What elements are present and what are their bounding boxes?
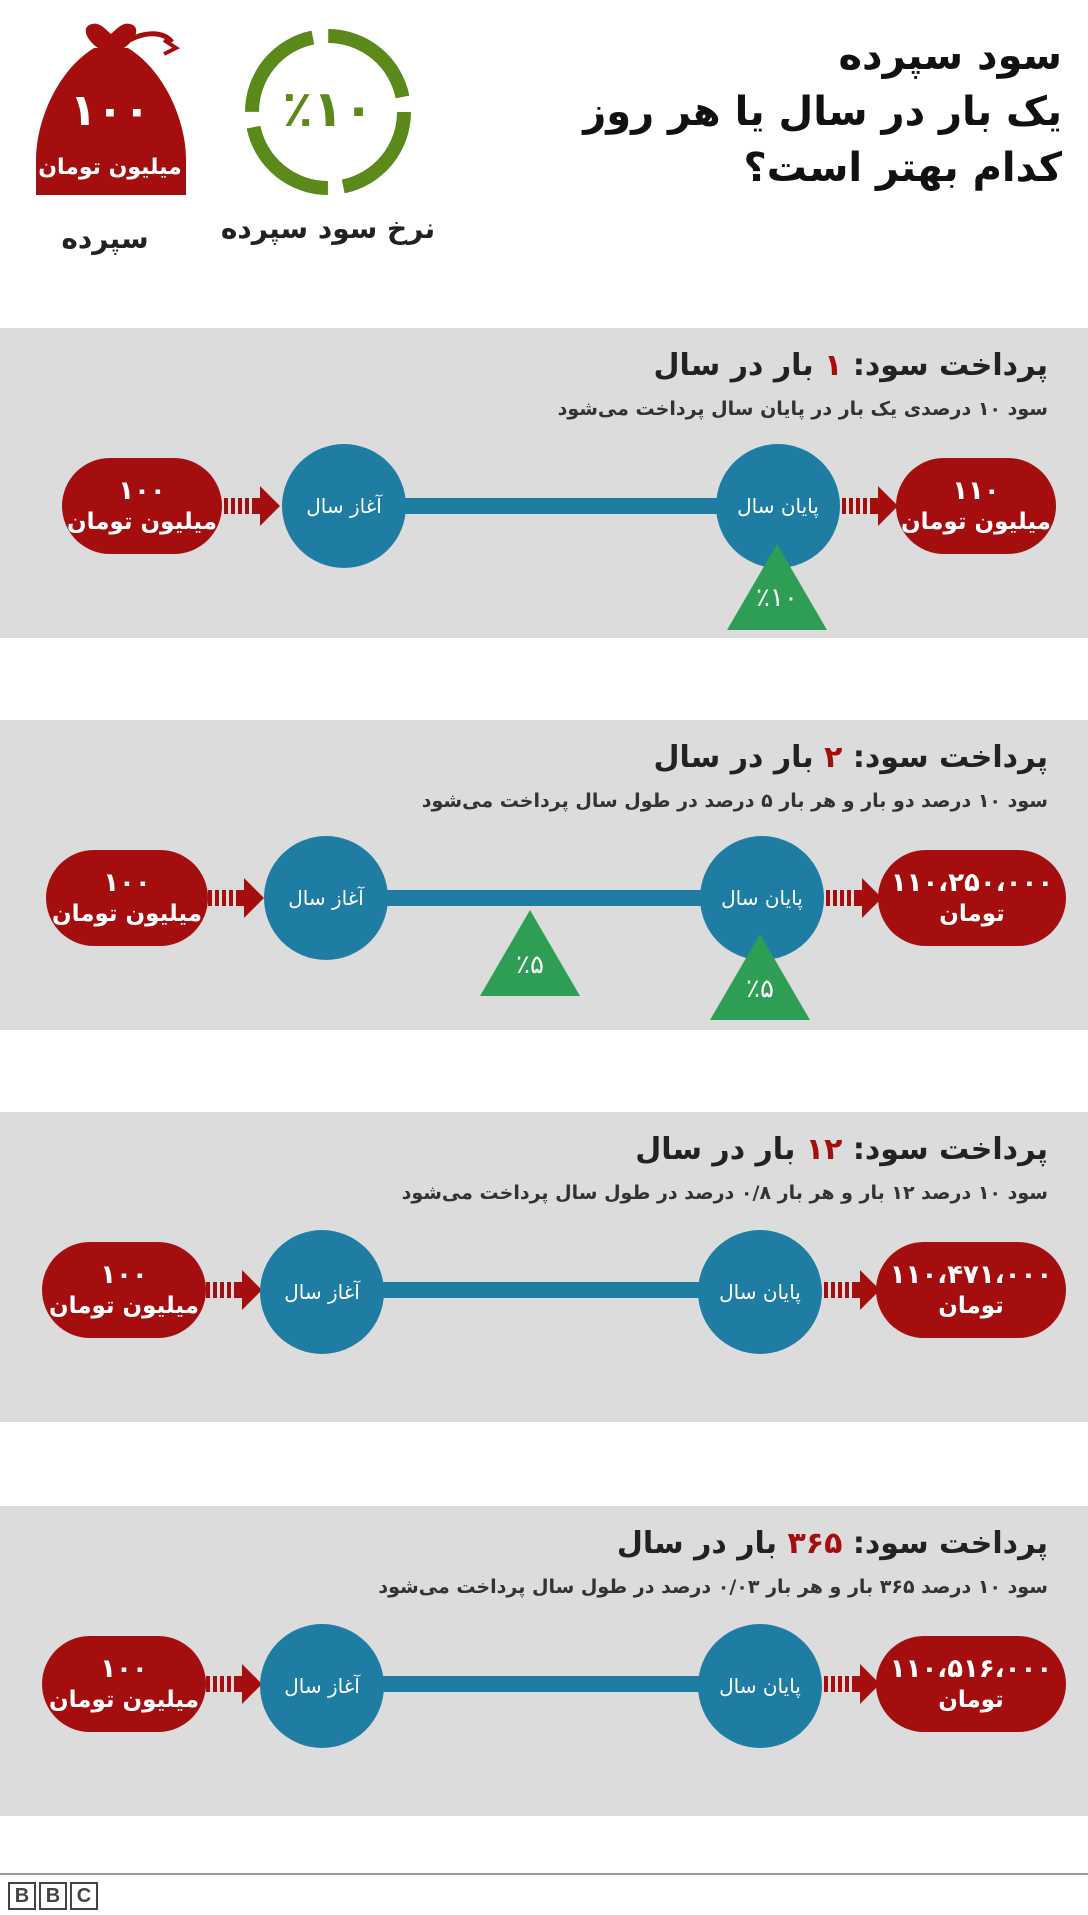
deposit-unit: میلیون تومان xyxy=(38,155,182,180)
panel-4 xyxy=(0,1506,1088,1816)
title-line-2: یک بار در سال یا هر روز xyxy=(583,89,1062,135)
title-line-3: کدام بهتر است؟ xyxy=(743,145,1062,191)
panel-subtitle: سود ۱۰ درصدی یک بار در پایان سال پرداخت می‌شود xyxy=(557,398,1048,420)
arrow-icon xyxy=(822,1662,882,1706)
timeline xyxy=(320,1676,760,1692)
panel-2 xyxy=(0,720,1088,1030)
panel-subtitle: سود ۱۰ درصد ۳۶۵ بار و هر بار ۰/۰۳ درصد در طول سال پرداخت می‌شود xyxy=(378,1576,1048,1598)
deposit-label: سپرده xyxy=(61,222,149,255)
bbc-logo: B B C xyxy=(8,1882,98,1910)
panel-1 xyxy=(0,328,1088,638)
payment-count: ۲ xyxy=(824,740,843,775)
start-amount-pill: ۱۰۰ میلیون تومان xyxy=(42,1242,206,1338)
timeline xyxy=(340,498,780,514)
end-circle: پایان سال xyxy=(698,1230,822,1354)
start-amount-pill: ۱۰۰ میلیون تومان xyxy=(42,1636,206,1732)
interest-marker-label: ٪۱۰ xyxy=(756,583,798,613)
payment-count: ۳۶۵ xyxy=(787,1526,843,1561)
panel-heading: پرداخت سود: ۱ بار در سال xyxy=(653,348,1048,383)
end-amount-pill: ۱۱۰،۲۵۰،۰۰۰ تومان xyxy=(878,850,1066,946)
end-circle: پایان سال xyxy=(698,1624,822,1748)
timeline xyxy=(320,1282,760,1298)
arrow-icon xyxy=(204,1662,264,1706)
footer-divider xyxy=(0,1873,1088,1875)
end-circle: پایان سال xyxy=(716,444,840,568)
panel-heading: پرداخت سود: ۱۲ بار در سال xyxy=(635,1132,1048,1167)
panel-subtitle: سود ۱۰ درصد دو بار و هر بار ۵ درصد در طول سال پرداخت می‌شود xyxy=(421,790,1048,812)
arrow-icon xyxy=(840,484,900,528)
start-amount-pill: ۱۰۰ میلیون تومان xyxy=(62,458,222,554)
start-circle: آغاز سال xyxy=(260,1230,384,1354)
end-amount-pill: ۱۱۰،۵۱۶،۰۰۰ تومان xyxy=(876,1636,1066,1732)
panel-heading: پرداخت سود: ۳۶۵ بار در سال xyxy=(616,1526,1048,1561)
panel-3 xyxy=(0,1112,1088,1422)
end-circle: پایان سال xyxy=(700,836,824,960)
end-amount-pill: ۱۱۰ میلیون تومان xyxy=(896,458,1056,554)
title-line-1: سود سپرده xyxy=(838,33,1062,79)
start-circle: آغاز سال xyxy=(264,836,388,960)
arrow-icon xyxy=(206,876,266,920)
end-amount-pill: ۱۱۰،۴۷۱،۰۰۰ تومان xyxy=(876,1242,1066,1338)
arrow-icon xyxy=(222,484,282,528)
deposit-amount: ۱۰۰ xyxy=(69,85,151,136)
rate-value: ٪۱۰ xyxy=(282,80,374,138)
rate-label: نرخ سود سپرده xyxy=(220,212,436,245)
panel-heading: پرداخت سود: ۲ بار در سال xyxy=(653,740,1048,775)
page-title xyxy=(583,28,1062,196)
payment-count: ۱۲ xyxy=(805,1132,843,1167)
arrow-icon xyxy=(824,876,884,920)
arrow-icon xyxy=(204,1268,264,1312)
payment-count: ۱ xyxy=(824,348,843,383)
panel-subtitle: سود ۱۰ درصد ۱۲ بار و هر بار ۰/۸ درصد در طول سال پرداخت می‌شود xyxy=(401,1182,1048,1204)
interest-marker-label: ٪۵ xyxy=(516,950,544,980)
interest-marker-label: ٪۵ xyxy=(746,974,774,1004)
start-circle: آغاز سال xyxy=(260,1624,384,1748)
start-amount-pill: ۱۰۰ میلیون تومان xyxy=(46,850,208,946)
start-circle: آغاز سال xyxy=(282,444,406,568)
arrow-icon xyxy=(822,1268,882,1312)
